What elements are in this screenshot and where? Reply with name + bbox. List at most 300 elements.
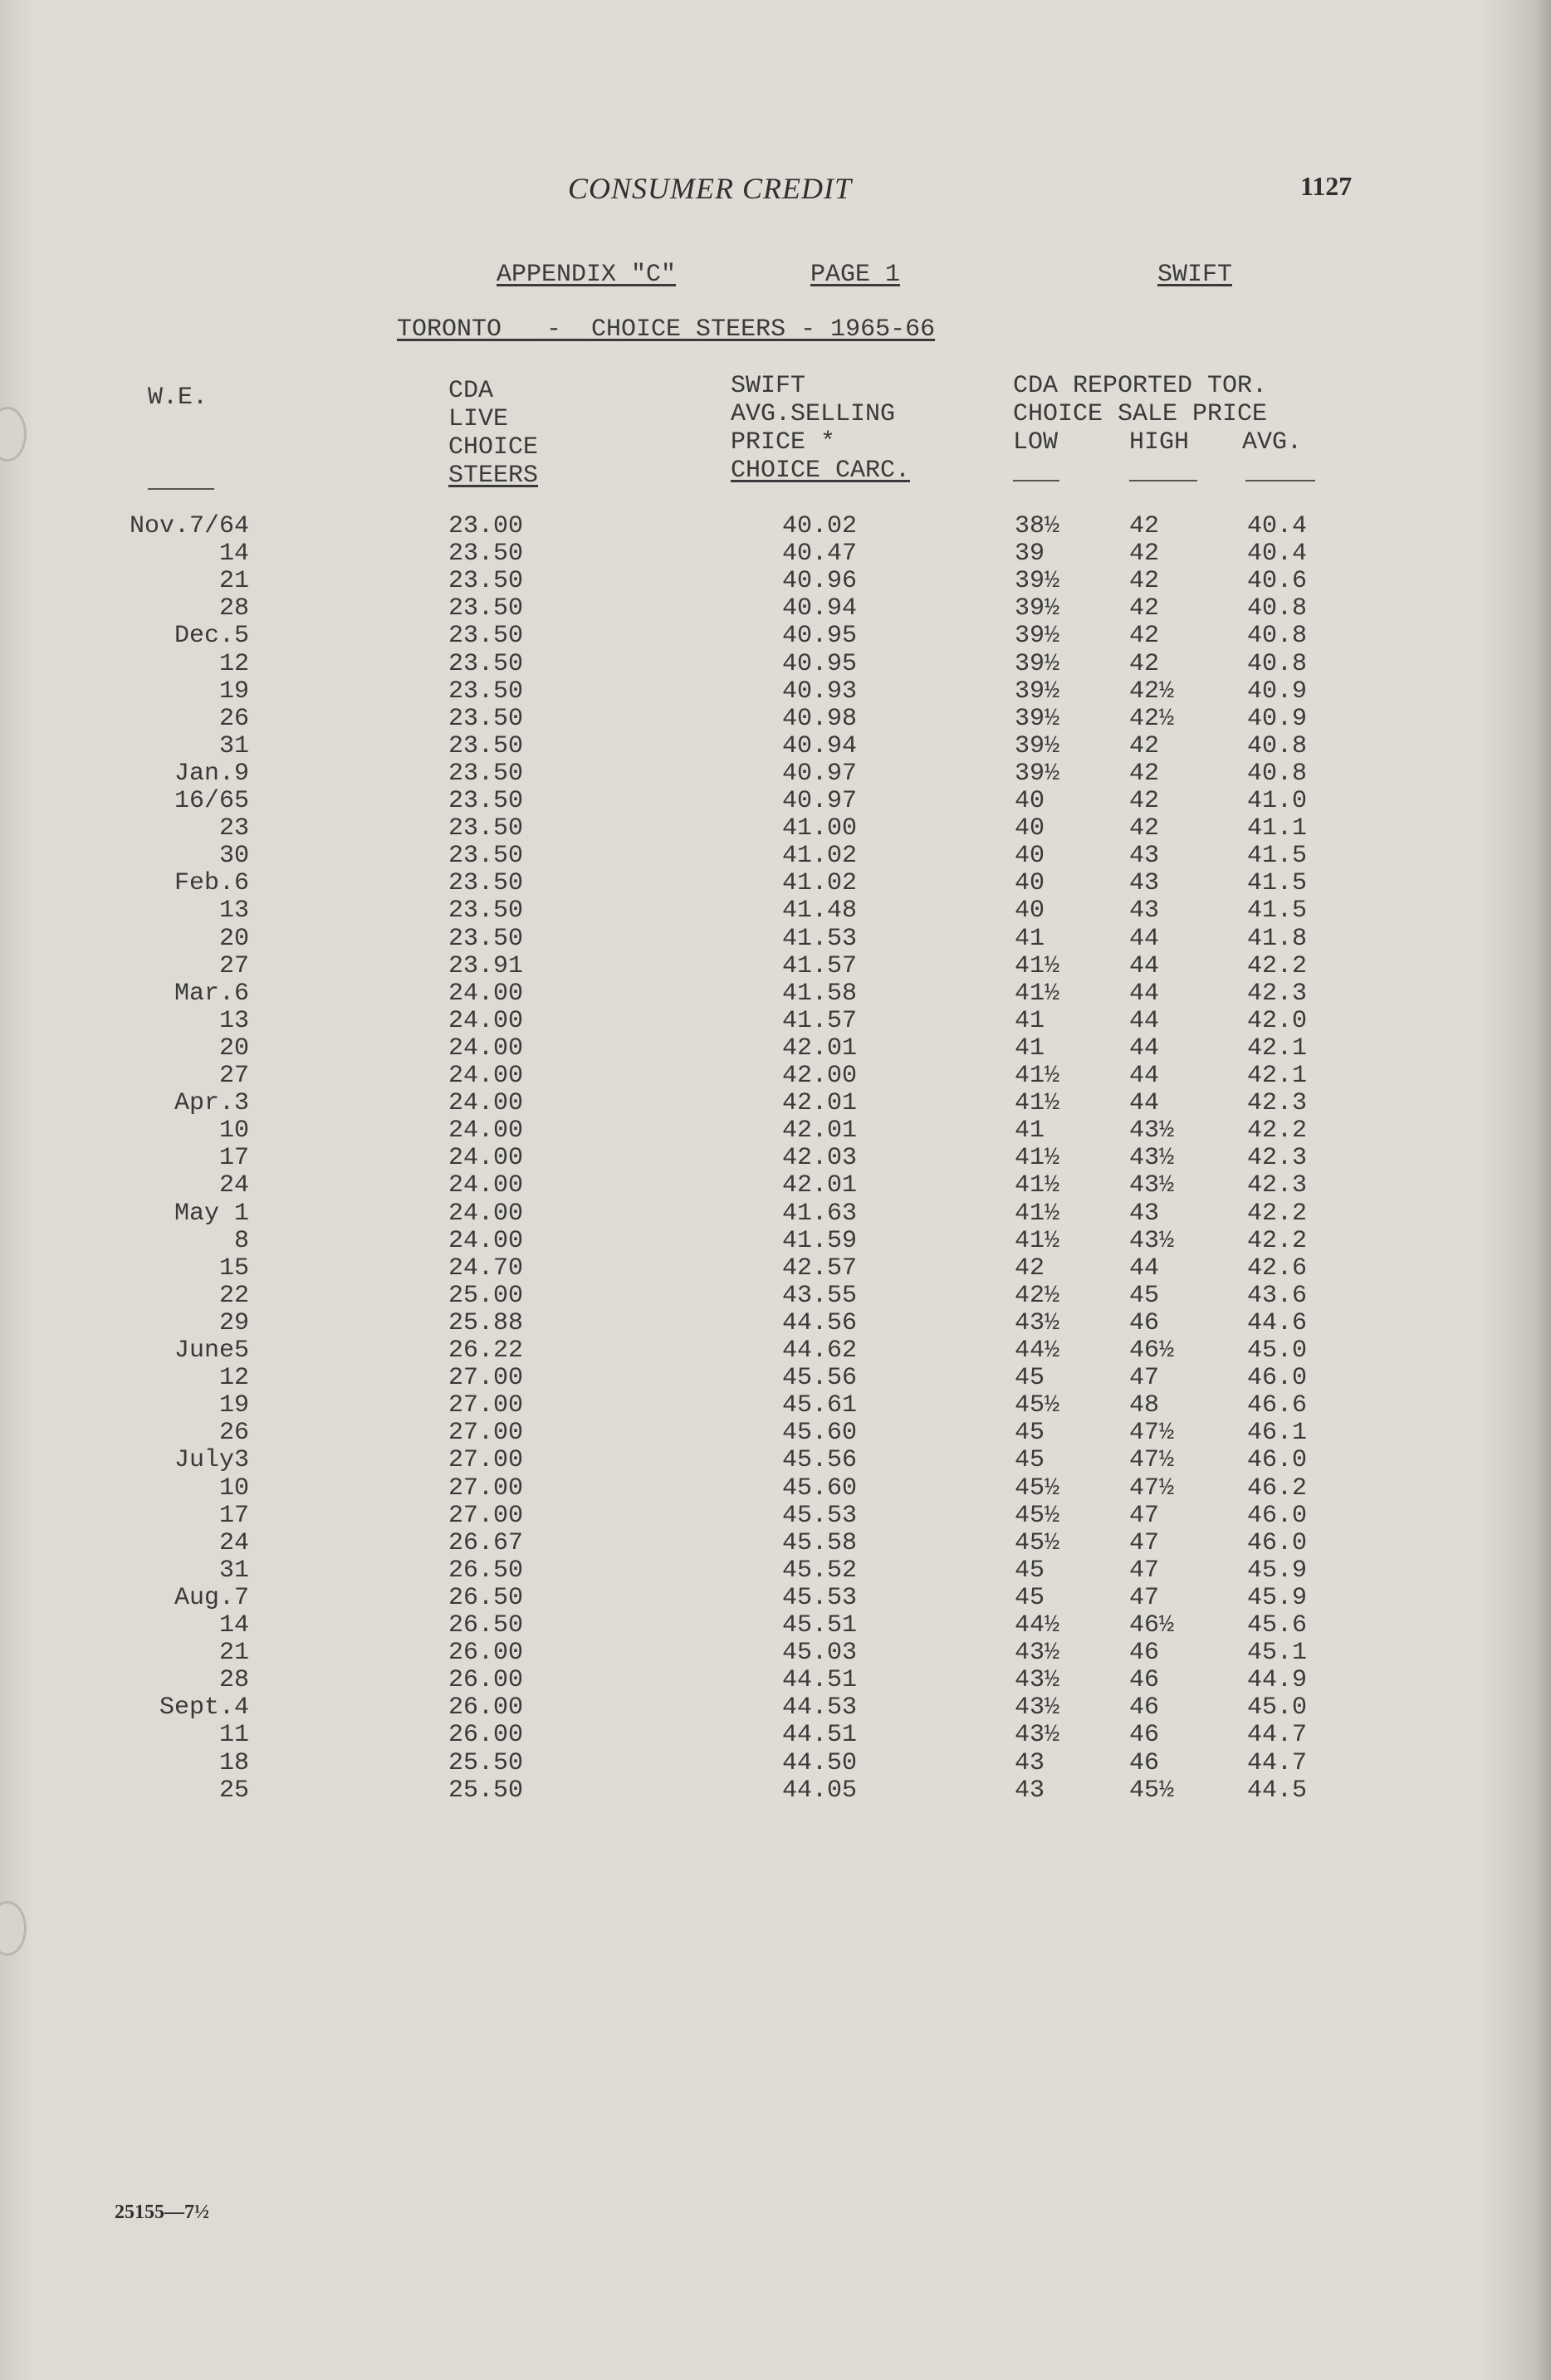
table-row	[0, 760, 1551, 788]
cell-sale-price-avg: 40.8	[1247, 622, 1308, 651]
cell-week-ending: 28	[218, 1666, 249, 1695]
cell-sale-price-avg: 44.6	[1247, 1308, 1308, 1337]
cell-week-ending: 30	[218, 842, 249, 871]
cell-sale-price-high: 42	[1129, 512, 1160, 540]
cell-cda-live-choice-steers: 24.00	[448, 979, 524, 1008]
cell-sale-price-avg: 42.0	[1247, 1006, 1308, 1035]
table-row	[0, 1475, 1551, 1503]
table-row	[0, 1063, 1551, 1090]
cell-swift-avg-selling-price: 45.53	[782, 1501, 858, 1530]
cell-sale-price-avg: 46.1	[1247, 1419, 1308, 1448]
cell-sale-price-avg: 42.6	[1247, 1254, 1308, 1283]
cell-cda-live-choice-steers: 24.00	[448, 1062, 524, 1090]
cell-sale-price-high: 42	[1129, 622, 1160, 651]
cell-week-ending: Apr.3	[174, 1089, 249, 1118]
cell-sale-price-low: 43½	[1015, 1666, 1060, 1695]
cell-sale-price-high: 44	[1129, 1089, 1160, 1118]
cell-sale-price-avg: 45.0	[1247, 1337, 1308, 1365]
table-row	[0, 926, 1551, 953]
cell-sale-price-high: 43½	[1129, 1226, 1175, 1255]
cell-sale-price-high: 43	[1129, 897, 1160, 926]
cell-swift-avg-selling-price: 42.01	[782, 1089, 858, 1118]
cell-week-ending: 22	[218, 1281, 249, 1310]
cell-cda-live-choice-steers: 24.00	[448, 1199, 524, 1228]
cell-week-ending: 26	[218, 704, 249, 733]
cell-sale-price-low: 39½	[1015, 677, 1060, 706]
cell-sale-price-avg: 40.8	[1247, 594, 1308, 623]
cell-sale-price-high: 42	[1129, 540, 1160, 569]
cell-cda-live-choice-steers: 23.50	[448, 567, 524, 596]
cell-week-ending: 26	[218, 1419, 249, 1448]
cell-cda-live-choice-steers: 23.50	[448, 924, 524, 953]
cell-cda-live-choice-steers: 23.50	[448, 704, 524, 733]
cell-week-ending: 23	[218, 814, 249, 843]
table-row	[0, 733, 1551, 760]
cell-cda-live-choice-steers: 23.00	[448, 512, 524, 540]
cell-cda-live-choice-steers: 23.50	[448, 869, 524, 898]
cell-cda-live-choice-steers: 23.50	[448, 897, 524, 926]
cell-cda-live-choice-steers: 27.00	[448, 1419, 524, 1448]
punch-hole-top	[0, 407, 27, 462]
cell-cda-live-choice-steers: 23.50	[448, 787, 524, 815]
cell-sale-price-high: 44	[1129, 924, 1160, 953]
cell-cda-live-choice-steers: 26.00	[448, 1639, 524, 1668]
cell-sale-price-high: 43½	[1129, 1171, 1175, 1200]
cell-swift-avg-selling-price: 41.02	[782, 869, 858, 898]
cell-sale-price-low: 43½	[1015, 1693, 1060, 1723]
table-row	[0, 1722, 1551, 1749]
cell-cda-live-choice-steers: 23.91	[448, 951, 524, 980]
cell-sale-price-low: 45	[1015, 1556, 1045, 1585]
cell-swift-avg-selling-price: 45.60	[782, 1419, 858, 1448]
cell-week-ending: 13	[218, 1006, 249, 1035]
cell-cda-live-choice-steers: 23.50	[448, 677, 524, 706]
cell-cda-live-choice-steers: 27.00	[448, 1446, 524, 1475]
cell-cda-live-choice-steers: 24.00	[448, 1034, 524, 1063]
cell-week-ending: 10	[218, 1117, 249, 1146]
appendix-label: APPENDIX "C"	[497, 261, 677, 289]
cell-sale-price-low: 39	[1015, 540, 1045, 569]
table-row	[0, 1777, 1551, 1805]
cell-sale-price-high: 42	[1129, 814, 1160, 843]
cell-cda-live-choice-steers: 25.88	[448, 1308, 524, 1337]
cell-sale-price-high: 43½	[1129, 1144, 1175, 1173]
cell-sale-price-high: 47½	[1129, 1473, 1175, 1503]
cell-swift-avg-selling-price: 45.56	[782, 1364, 858, 1393]
cell-sale-price-high: 43	[1129, 869, 1160, 898]
cell-sale-price-low: 41½	[1015, 1089, 1060, 1118]
cell-week-ending: Jan.9	[174, 759, 249, 788]
table-row	[0, 568, 1551, 595]
cell-swift-avg-selling-price: 44.62	[782, 1337, 858, 1365]
cell-sale-price-avg: 42.2	[1247, 1199, 1308, 1228]
col-header-avg: AVG.	[1242, 428, 1303, 457]
cell-sale-price-low: 45½	[1015, 1391, 1060, 1420]
cell-cda-live-choice-steers: 26.50	[448, 1556, 524, 1585]
cell-sale-price-low: 38½	[1015, 512, 1060, 540]
col-header-low: LOW	[1013, 428, 1059, 457]
cell-sale-price-low: 45½	[1015, 1501, 1060, 1530]
table-row	[0, 1337, 1551, 1365]
cell-swift-avg-selling-price: 45.56	[782, 1446, 858, 1475]
cell-sale-price-avg: 40.4	[1247, 540, 1308, 569]
cell-week-ending: 11	[218, 1721, 249, 1750]
cell-cda-live-choice-steers: 26.00	[448, 1721, 524, 1750]
cell-week-ending: 31	[218, 1556, 249, 1585]
cell-swift-avg-selling-price: 41.53	[782, 924, 858, 953]
cell-cda-live-choice-steers: 26.22	[448, 1337, 524, 1365]
cell-week-ending: July3	[174, 1446, 249, 1475]
cell-sale-price-avg: 45.1	[1247, 1639, 1308, 1668]
cell-sale-price-high: 46	[1129, 1748, 1160, 1777]
cell-cda-live-choice-steers: 23.50	[448, 731, 524, 760]
appendix-company: SWIFT	[1157, 261, 1233, 289]
cell-sale-price-low: 43½	[1015, 1639, 1060, 1668]
cell-cda-live-choice-steers: 24.00	[448, 1144, 524, 1173]
cell-cda-live-choice-steers: 23.50	[448, 814, 524, 843]
cell-sale-price-low: 40	[1015, 869, 1045, 898]
table-row	[0, 1200, 1551, 1228]
cell-swift-avg-selling-price: 41.57	[782, 951, 858, 980]
cell-swift-avg-selling-price: 41.00	[782, 814, 858, 843]
cell-sale-price-low: 43½	[1015, 1721, 1060, 1750]
cell-sale-price-high: 46	[1129, 1639, 1160, 1668]
cell-sale-price-high: 43½	[1129, 1117, 1175, 1146]
cell-sale-price-avg: 42.2	[1247, 1226, 1308, 1255]
table-row	[0, 1420, 1551, 1447]
cell-swift-avg-selling-price: 42.01	[782, 1171, 858, 1200]
col-header-swift-3: PRICE *	[731, 428, 836, 457]
col-header-cda-reported-2: CHOICE SALE PRICE	[1013, 400, 1268, 428]
col-rule-we	[148, 488, 214, 490]
cell-sale-price-avg: 40.8	[1247, 759, 1308, 788]
cell-week-ending: 8	[233, 1226, 249, 1255]
cell-sale-price-avg: 40.9	[1247, 677, 1308, 706]
cell-sale-price-avg: 45.6	[1247, 1611, 1308, 1640]
cell-sale-price-low: 40	[1015, 814, 1045, 843]
cell-cda-live-choice-steers: 26.00	[448, 1693, 524, 1723]
cell-swift-avg-selling-price: 43.55	[782, 1281, 858, 1310]
cell-cda-live-choice-steers: 27.00	[448, 1391, 524, 1420]
cell-week-ending: 20	[218, 1034, 249, 1063]
cell-sale-price-avg: 46.0	[1247, 1364, 1308, 1393]
cell-week-ending: 20	[218, 924, 249, 953]
cell-swift-avg-selling-price: 42.01	[782, 1034, 858, 1063]
cell-week-ending: 29	[218, 1308, 249, 1337]
cell-sale-price-avg: 40.9	[1247, 704, 1308, 733]
cell-week-ending: Dec.5	[174, 622, 249, 651]
cell-cda-live-choice-steers: 23.50	[448, 842, 524, 871]
cell-swift-avg-selling-price: 44.51	[782, 1721, 858, 1750]
cell-swift-avg-selling-price: 42.01	[782, 1117, 858, 1146]
cell-sale-price-avg: 42.3	[1247, 979, 1308, 1008]
cell-sale-price-high: 47	[1129, 1583, 1160, 1612]
table-row	[0, 1008, 1551, 1035]
cell-sale-price-high: 42	[1129, 649, 1160, 678]
cell-sale-price-low: 45	[1015, 1364, 1045, 1393]
cell-sale-price-avg: 46.0	[1247, 1446, 1308, 1475]
cell-week-ending: 25	[218, 1776, 249, 1805]
cell-sale-price-low: 39½	[1015, 704, 1060, 733]
cell-sale-price-avg: 46.6	[1247, 1391, 1308, 1420]
table-row	[0, 651, 1551, 678]
cell-sale-price-low: 43	[1015, 1776, 1045, 1805]
cell-sale-price-avg: 40.8	[1247, 731, 1308, 760]
cell-sale-price-low: 41½	[1015, 1199, 1060, 1228]
cell-sale-price-avg: 40.6	[1247, 567, 1308, 596]
cell-swift-avg-selling-price: 45.60	[782, 1473, 858, 1503]
cell-week-ending: Nov.7/64	[129, 512, 249, 540]
appendix-page: PAGE 1	[810, 261, 901, 289]
cell-week-ending: 14	[218, 1611, 249, 1640]
cell-cda-live-choice-steers: 23.50	[448, 594, 524, 623]
cell-swift-avg-selling-price: 40.96	[782, 567, 858, 596]
cell-sale-price-low: 42½	[1015, 1281, 1060, 1310]
cell-sale-price-high: 44	[1129, 1006, 1160, 1035]
cell-week-ending: Aug.7	[174, 1583, 249, 1612]
table-subtitle: TORONTO - CHOICE STEERS - 1965-66	[397, 315, 936, 344]
cell-sale-price-low: 41½	[1015, 1062, 1060, 1090]
cell-week-ending: 19	[218, 1391, 249, 1420]
footer-code: 25155—7½	[115, 2202, 209, 2223]
cell-sale-price-low: 45½	[1015, 1473, 1060, 1503]
cell-sale-price-low: 45	[1015, 1419, 1045, 1448]
cell-week-ending: 12	[218, 649, 249, 678]
cell-week-ending: 27	[218, 951, 249, 980]
cell-swift-avg-selling-price: 41.48	[782, 897, 858, 926]
table-row	[0, 1694, 1551, 1722]
table-row	[0, 980, 1551, 1008]
cell-sale-price-high: 44	[1129, 1034, 1160, 1063]
cell-sale-price-high: 47	[1129, 1556, 1160, 1585]
table-row	[0, 1283, 1551, 1310]
table-row	[0, 1612, 1551, 1640]
cell-swift-avg-selling-price: 45.61	[782, 1391, 858, 1420]
col-rule-avg	[1245, 480, 1315, 481]
cell-sale-price-avg: 41.8	[1247, 924, 1308, 953]
cell-cda-live-choice-steers: 23.50	[448, 540, 524, 569]
cell-sale-price-low: 44½	[1015, 1611, 1060, 1640]
cell-week-ending: 15	[218, 1254, 249, 1283]
cell-sale-price-avg: 46.2	[1247, 1473, 1308, 1503]
cell-sale-price-low: 39½	[1015, 731, 1060, 760]
cell-sale-price-high: 46	[1129, 1308, 1160, 1337]
cell-swift-avg-selling-price: 41.59	[782, 1226, 858, 1255]
cell-cda-live-choice-steers: 23.50	[448, 649, 524, 678]
cell-cda-live-choice-steers: 26.50	[448, 1611, 524, 1640]
cell-sale-price-avg: 42.3	[1247, 1089, 1308, 1118]
cell-sale-price-low: 41½	[1015, 1171, 1060, 1200]
cell-sale-price-low: 41½	[1015, 951, 1060, 980]
cell-swift-avg-selling-price: 44.53	[782, 1693, 858, 1723]
table-row	[0, 1255, 1551, 1283]
cell-swift-avg-selling-price: 42.57	[782, 1254, 858, 1283]
col-header-we: W.E.	[148, 384, 208, 412]
table-row	[0, 1447, 1551, 1474]
table-row	[0, 788, 1551, 815]
cell-swift-avg-selling-price: 44.50	[782, 1748, 858, 1777]
cell-sale-price-low: 39½	[1015, 594, 1060, 623]
cell-swift-avg-selling-price: 45.03	[782, 1639, 858, 1668]
col-header-cda-reported-1: CDA REPORTED TOR.	[1013, 372, 1268, 400]
cell-week-ending: 24	[218, 1171, 249, 1200]
cell-swift-avg-selling-price: 45.52	[782, 1556, 858, 1585]
cell-sale-price-high: 42	[1129, 594, 1160, 623]
punch-hole-bottom	[0, 1901, 27, 1956]
table-row	[0, 1228, 1551, 1255]
cell-sale-price-avg: 41.1	[1247, 814, 1308, 843]
cell-swift-avg-selling-price: 45.58	[782, 1528, 858, 1557]
cell-sale-price-avg: 46.0	[1247, 1528, 1308, 1557]
table-row	[0, 1172, 1551, 1200]
table-row	[0, 843, 1551, 870]
table-row	[0, 678, 1551, 706]
cell-swift-avg-selling-price: 40.98	[782, 704, 858, 733]
table-row	[0, 1145, 1551, 1172]
cell-sale-price-avg: 40.4	[1247, 512, 1308, 540]
cell-sale-price-avg: 41.0	[1247, 787, 1308, 815]
cell-cda-live-choice-steers: 24.00	[448, 1226, 524, 1255]
table-row	[0, 1667, 1551, 1694]
cell-swift-avg-selling-price: 40.94	[782, 594, 858, 623]
cell-sale-price-high: 42	[1129, 731, 1160, 760]
table-row	[0, 1585, 1551, 1612]
cell-sale-price-avg: 42.1	[1247, 1062, 1308, 1090]
table-row	[0, 953, 1551, 980]
cell-week-ending: May 1	[174, 1199, 249, 1228]
cell-sale-price-high: 46	[1129, 1666, 1160, 1695]
cell-swift-avg-selling-price: 41.57	[782, 1006, 858, 1035]
cell-swift-avg-selling-price: 42.00	[782, 1062, 858, 1090]
cell-sale-price-avg: 43.6	[1247, 1281, 1308, 1310]
table-row	[0, 815, 1551, 843]
cell-sale-price-low: 40	[1015, 787, 1045, 815]
cell-sale-price-low: 41½	[1015, 979, 1060, 1008]
running-title: CONSUMER CREDIT	[568, 172, 852, 205]
cell-week-ending: Feb.6	[174, 869, 249, 898]
table-row	[0, 623, 1551, 650]
cell-week-ending: 28	[218, 594, 249, 623]
cell-cda-live-choice-steers: 27.00	[448, 1473, 524, 1503]
table-row	[0, 1392, 1551, 1420]
table-row	[0, 1090, 1551, 1117]
cell-sale-price-low: 41	[1015, 924, 1045, 953]
cell-week-ending: 17	[218, 1501, 249, 1530]
cell-cda-live-choice-steers: 27.00	[448, 1364, 524, 1393]
cell-sale-price-low: 39½	[1015, 649, 1060, 678]
cell-week-ending: 12	[218, 1364, 249, 1393]
cell-swift-avg-selling-price: 40.95	[782, 649, 858, 678]
cell-sale-price-high: 47	[1129, 1501, 1160, 1530]
cell-cda-live-choice-steers: 23.50	[448, 622, 524, 651]
table-row	[0, 1640, 1551, 1667]
cell-cda-live-choice-steers: 25.50	[448, 1776, 524, 1805]
cell-sale-price-low: 39½	[1015, 567, 1060, 596]
cell-swift-avg-selling-price: 40.47	[782, 540, 858, 569]
cell-week-ending: 10	[218, 1473, 249, 1503]
table-row	[0, 1117, 1551, 1145]
table-row	[0, 1530, 1551, 1557]
col-header-swift-4: CHOICE CARC.	[731, 457, 911, 485]
col-rule-low	[1013, 480, 1059, 481]
cell-swift-avg-selling-price: 40.94	[782, 731, 858, 760]
cell-sale-price-high: 43	[1129, 842, 1160, 871]
cell-week-ending: Mar.6	[174, 979, 249, 1008]
cell-sale-price-low: 44½	[1015, 1337, 1060, 1365]
cell-swift-avg-selling-price: 44.56	[782, 1308, 858, 1337]
cell-sale-price-low: 39½	[1015, 759, 1060, 788]
cell-sale-price-high: 42½	[1129, 704, 1175, 733]
col-header-swift-2: AVG.SELLING	[731, 400, 896, 428]
cell-cda-live-choice-steers: 26.50	[448, 1583, 524, 1612]
cell-sale-price-avg: 45.9	[1247, 1583, 1308, 1612]
cell-sale-price-low: 45	[1015, 1583, 1045, 1612]
cell-sale-price-high: 42	[1129, 787, 1160, 815]
cell-sale-price-low: 41½	[1015, 1226, 1060, 1255]
cell-week-ending: June5	[174, 1337, 249, 1365]
cell-cda-live-choice-steers: 26.67	[448, 1528, 524, 1557]
cell-sale-price-avg: 42.1	[1247, 1034, 1308, 1063]
cell-week-ending: 17	[218, 1144, 249, 1173]
cell-cda-live-choice-steers: 24.00	[448, 1006, 524, 1035]
table-row	[0, 897, 1551, 925]
cell-sale-price-high: 45	[1129, 1281, 1160, 1310]
cell-sale-price-low: 45	[1015, 1446, 1045, 1475]
cell-week-ending: 31	[218, 731, 249, 760]
table-row	[0, 1365, 1551, 1392]
cell-week-ending: 19	[218, 677, 249, 706]
cell-week-ending: 21	[218, 1639, 249, 1668]
cell-sale-price-avg: 42.3	[1247, 1171, 1308, 1200]
cell-sale-price-low: 43½	[1015, 1308, 1060, 1337]
cell-week-ending: 13	[218, 897, 249, 926]
cell-sale-price-avg: 45.9	[1247, 1556, 1308, 1585]
cell-sale-price-avg: 46.0	[1247, 1501, 1308, 1530]
cell-week-ending: Sept.4	[159, 1693, 249, 1723]
cell-week-ending: 27	[218, 1062, 249, 1090]
cell-sale-price-low: 40	[1015, 842, 1045, 871]
table-row	[0, 1310, 1551, 1337]
col-header-high: HIGH	[1129, 428, 1190, 457]
cell-sale-price-avg: 42.2	[1247, 1117, 1308, 1146]
cell-sale-price-high: 47	[1129, 1528, 1160, 1557]
cell-sale-price-high: 46	[1129, 1721, 1160, 1750]
cell-sale-price-high: 42	[1129, 567, 1160, 596]
cell-week-ending: 18	[218, 1748, 249, 1777]
cell-sale-price-low: 41	[1015, 1117, 1045, 1146]
cell-sale-price-high: 42	[1129, 759, 1160, 788]
cell-sale-price-high: 43	[1129, 1199, 1160, 1228]
cell-swift-avg-selling-price: 42.03	[782, 1144, 858, 1173]
cell-swift-avg-selling-price: 41.63	[782, 1199, 858, 1228]
cell-swift-avg-selling-price: 45.53	[782, 1583, 858, 1612]
cell-sale-price-low: 42	[1015, 1254, 1045, 1283]
table-row	[0, 1750, 1551, 1777]
cell-swift-avg-selling-price: 40.97	[782, 759, 858, 788]
cell-sale-price-high: 44	[1129, 1254, 1160, 1283]
cell-swift-avg-selling-price: 44.05	[782, 1776, 858, 1805]
cell-swift-avg-selling-price: 40.02	[782, 512, 858, 540]
cell-sale-price-avg: 44.9	[1247, 1666, 1308, 1695]
cell-swift-avg-selling-price: 44.51	[782, 1666, 858, 1695]
cell-cda-live-choice-steers: 27.00	[448, 1501, 524, 1530]
cell-sale-price-low: 41	[1015, 1006, 1045, 1035]
cell-cda-live-choice-steers: 25.00	[448, 1281, 524, 1310]
cell-sale-price-avg: 41.5	[1247, 869, 1308, 898]
cell-sale-price-high: 48	[1129, 1391, 1160, 1420]
cell-cda-live-choice-steers: 24.00	[448, 1089, 524, 1118]
cell-cda-live-choice-steers: 24.70	[448, 1254, 524, 1283]
